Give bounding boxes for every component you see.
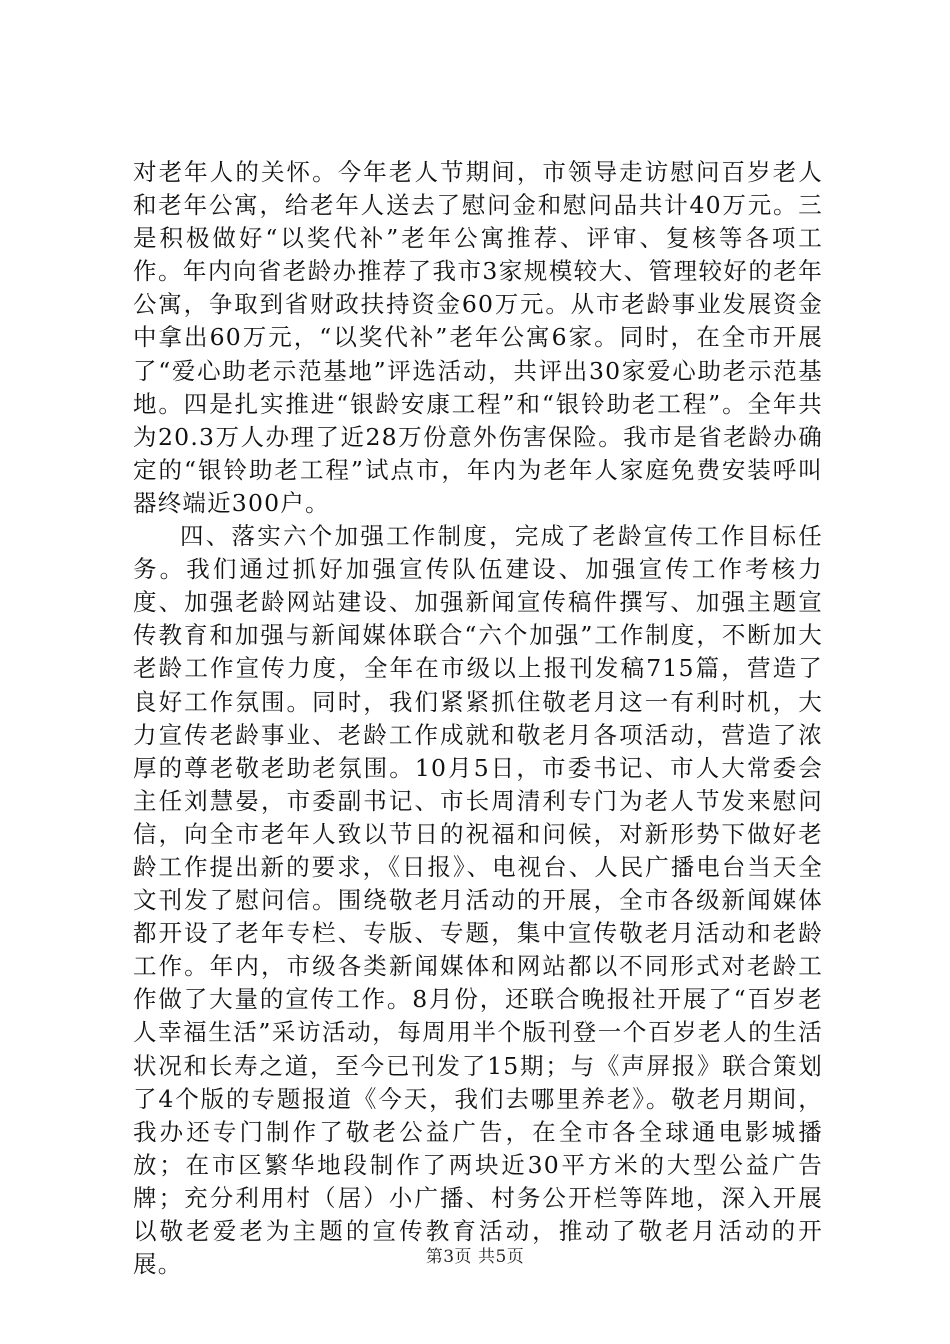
paragraph-continuation: 对老年人的关怀。今年老人节期间，市领导走访慰问百岁老人和老年公寓，给老年人送去了慰问金和慰问品共计40万元。三是积极做好“以奖代补”老年公寓推荐、评审、复核等各项工作。年内向省老龄办推荐了我市3家规模较大、管理较好的老年公寓，争取到省财政扶持资金60万元。从市老龄事业发展资金中拿出60万元，“以奖代补”老年公寓6家。同时，在全市开展了“爱心助老示范基地”评选活动，共评出30家爱心助老示范基地。四是扎实推进“银龄安康工程”和“银铃助老工程”。全年共为20.3万人办理了近28万份意外伤害保险。我市是省老龄办确定的“银铃助老工程”试点市，年内为老年人家庭免费安装呼叫器终端近300户。	[133, 158, 823, 517]
paragraph-section-four: 四、落实六个加强工作制度，完成了老龄宣传工作目标任务。我们通过抓好加强宣传队伍建设、加强宣传工作考核力度、加强老龄网站建设、加强新闻宣传稿件撰写、加强主题宣传教育和加强与新闻媒体联合“六个加强”工作制度，不断加大老龄工作宣传力度，全年在市级以上报刊发稿715篇，营造了良好工作氛围。同时，我们紧紧抓住敬老月这一有利时机，大力宣传老龄事业、老龄工作成就和敬老月各项活动，营造了浓厚的尊老敬老助老氛围。10月5日，市委书记、市人大常委会主任刘慧晏，市委副书记、市长周清利专门为老人节发来慰问信，向全市老年人致以节日的祝福和问候，对新形势下做好老龄工作提出新的要求，《日报》、电视台、人民广播电台当天全文刊发了慰问信。围绕敬老月活动的开展，全市各级新闻媒体都开设了老年专栏、专版、专题，集中宣传敬老月活动和老龄工作。年内，市级各类新闻媒体和网站都以不同形式对老龄工作做了大量的宣传工作。8月份，还联合晚报社开展了“百岁老人幸福生活”采访活动，每周用半个版刊登一个百岁老人的生活状况和长寿之道，至今已刊发了15期；与《声屏报》联合策划了4个版的专题报道《今天，我们去哪里养老》。敬老月期间，我办还专门制作了敬老公益广告，在全市各全球通电影城播放；在市区繁华地段制作了两块近30平方米的大型公益广告牌；充分利用村（居）小广播、村务公开栏等阵地，深入开展以敬老爱老为主题的宣传教育活动，推动了敬老月活动的开展。	[133, 522, 823, 1279]
page-number-footer: 第3页 共5页	[425, 1247, 525, 1267]
document-body	[133, 156, 823, 1281]
